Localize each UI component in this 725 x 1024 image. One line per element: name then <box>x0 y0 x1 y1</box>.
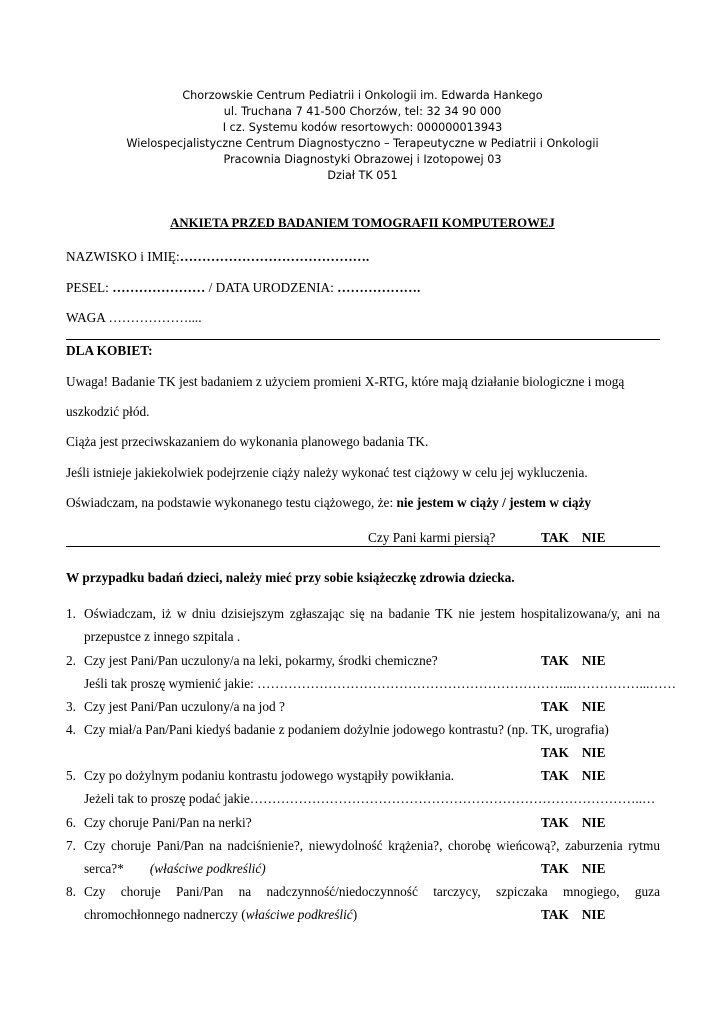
question-8-line-1: Czy choruje Pani/Pan na nadczynność/niedoczynność tarczycy, szpiczaka mnogiego, guza <box>84 884 660 899</box>
yes-option[interactable]: TAK <box>541 815 569 830</box>
breastfeeding-question: Czy Pani karmi piersią? <box>368 530 496 545</box>
question-8-text: chromochłonnego nadnerczy ( <box>84 907 246 922</box>
yes-option[interactable]: TAK <box>541 907 569 922</box>
name-field[interactable] <box>66 249 369 265</box>
question-2-answer[interactable] <box>541 653 605 669</box>
header-line: Wielospecjalistyczne Centrum Diagnostyczno – Terapeutyczne w Pediatrii i Onkologii <box>126 137 599 150</box>
question-number: 5. <box>66 768 76 783</box>
pesel-label: PESEL: <box>66 280 109 295</box>
warning-line-1: Uwaga! Badanie TK jest badaniem z użyciem promieni X-RTG, które mają działanie biologiczne i mogą <box>66 374 625 389</box>
question-7-line-2 <box>84 861 266 877</box>
question-5-text: Czy po dożylnym podaniu kontrastu jodowego wystąpiły powikłania. <box>84 768 455 783</box>
yes-option[interactable]: TAK <box>541 699 569 714</box>
question-3-answer[interactable] <box>541 699 605 715</box>
underline-note: (właściwe podkreślić) <box>149 861 266 876</box>
question-number: 1. <box>66 606 76 621</box>
pesel-dob-field[interactable] <box>66 280 420 296</box>
dob-label: / DATA URODZENIA: <box>205 280 334 295</box>
question-number: 8. <box>66 884 76 899</box>
question-4-answer[interactable] <box>541 745 605 761</box>
weight-label: WAGA <box>66 310 106 325</box>
question-7-serca: serca?* <box>84 861 124 876</box>
no-option[interactable]: NIE <box>581 907 606 922</box>
question-number: 7. <box>66 838 76 853</box>
women-heading: DLA KOBIET: <box>66 343 153 358</box>
pregnancy-declaration <box>66 495 591 511</box>
header-line: Dział TK 051 <box>327 169 398 182</box>
divider <box>66 546 660 547</box>
yes-option[interactable]: TAK <box>541 530 569 545</box>
question-number: 6. <box>66 815 76 830</box>
header-line: I cz. Systemu kodów resortowych: 000000013943 <box>222 121 503 134</box>
question-1-line-2: przepustce z innego szpitala . <box>84 629 241 644</box>
question-7-answer[interactable] <box>541 861 605 877</box>
suspicion-text: Jeśli istnieje jakiekolwiek podejrzenie ciąży należy wykonać test ciążowy w celu jej wykluczenia. <box>66 465 588 480</box>
weight-field[interactable] <box>66 310 202 326</box>
header-line: ul. Truchana 7 41-500 Chorzów, tel: 32 34 90 000 <box>223 105 502 118</box>
no-option[interactable]: NIE <box>581 530 606 545</box>
breastfeeding-answer[interactable] <box>541 530 605 546</box>
name-label: NAZWISKO i IMIĘ: <box>66 249 180 264</box>
no-option[interactable]: NIE <box>581 653 606 668</box>
question-5-answer[interactable] <box>541 768 605 784</box>
yes-option[interactable]: TAK <box>541 745 569 760</box>
yes-option[interactable]: TAK <box>541 768 569 783</box>
declaration-prefix: Oświadczam, na podstawie wykonanego testu ciążowego, że: <box>66 495 394 510</box>
question-number: 3. <box>66 699 76 714</box>
no-option[interactable]: NIE <box>581 768 606 783</box>
header-line: Chorzowskie Centrum Pediatrii i Onkologii im. Edwarda Hankego <box>182 89 543 102</box>
question-6-answer[interactable] <box>541 815 605 831</box>
contraindication-text: Ciąża jest przeciwskazaniem do wykonania planowego badania TK. <box>66 434 429 449</box>
question-8-close: ) <box>352 907 358 922</box>
children-note: W przypadku badań dzieci, należy mieć przy sobie książeczkę zdrowia dziecka. <box>66 570 515 585</box>
weight-dots: ……………….... <box>108 310 202 325</box>
yes-option[interactable]: TAK <box>541 861 569 876</box>
question-2-text: Czy jest Pani/Pan uczulony/a na leki, pokarmy, środki chemiczne? <box>84 653 438 668</box>
question-number: 2. <box>66 653 76 668</box>
underline-note: właściwe podkreślić <box>245 907 353 922</box>
dob-dots: ………………. <box>337 280 421 295</box>
question-6-text: Czy choruje Pani/Pan na nerki? <box>84 815 252 830</box>
question-3-text: Czy jest Pani/Pan uczulony/a na jod ? <box>84 699 285 714</box>
divider <box>66 339 660 340</box>
question-5-followup[interactable]: Jeżeli tak to proszę podać jakie……………………………………………………………………………..… <box>84 791 656 806</box>
question-number: 4. <box>66 722 76 737</box>
no-option[interactable]: NIE <box>581 745 606 760</box>
yes-option[interactable]: TAK <box>541 653 569 668</box>
no-option[interactable]: NIE <box>581 699 606 714</box>
warning-line-2: uszkodzić płód. <box>66 404 150 419</box>
pesel-dots: ………………… <box>112 280 206 295</box>
question-8-answer[interactable] <box>541 907 605 923</box>
question-8-line-2 <box>84 907 357 923</box>
question-7-line-1: Czy choruje Pani/Pan na nadciśnienie?, niewydolność krążenia?, chorobę wieńcową?, zaburzenia rytmu <box>84 838 660 853</box>
header-line: Pracownia Diagnostyki Obrazowej i Izotopowej 03 <box>223 153 502 166</box>
question-4-text: Czy miał/a Pan/Pani kiedyś badanie z podaniem dożylnie jodowego kontrastu? (np. TK, urografia) <box>84 722 609 737</box>
institution-header <box>0 88 725 184</box>
question-2-followup[interactable]: Jeśli tak proszę wymienić jakie: ……………………………………………………………...……………...…… <box>84 676 677 691</box>
no-option[interactable]: NIE <box>581 815 606 830</box>
declaration-options[interactable]: nie jestem w ciąży / jestem w ciąży <box>396 495 592 510</box>
question-1-line-1: Oświadczam, iż w dniu dzisiejszym zgłaszając się na badanie TK nie jestem hospitalizowana/y, ani na <box>84 606 660 621</box>
no-option[interactable]: NIE <box>581 861 606 876</box>
name-dots: ……………………………………. <box>179 249 370 264</box>
form-title: ANKIETA PRZED BADANIEM TOMOGRAFII KOMPUTEROWEJ <box>170 216 555 230</box>
